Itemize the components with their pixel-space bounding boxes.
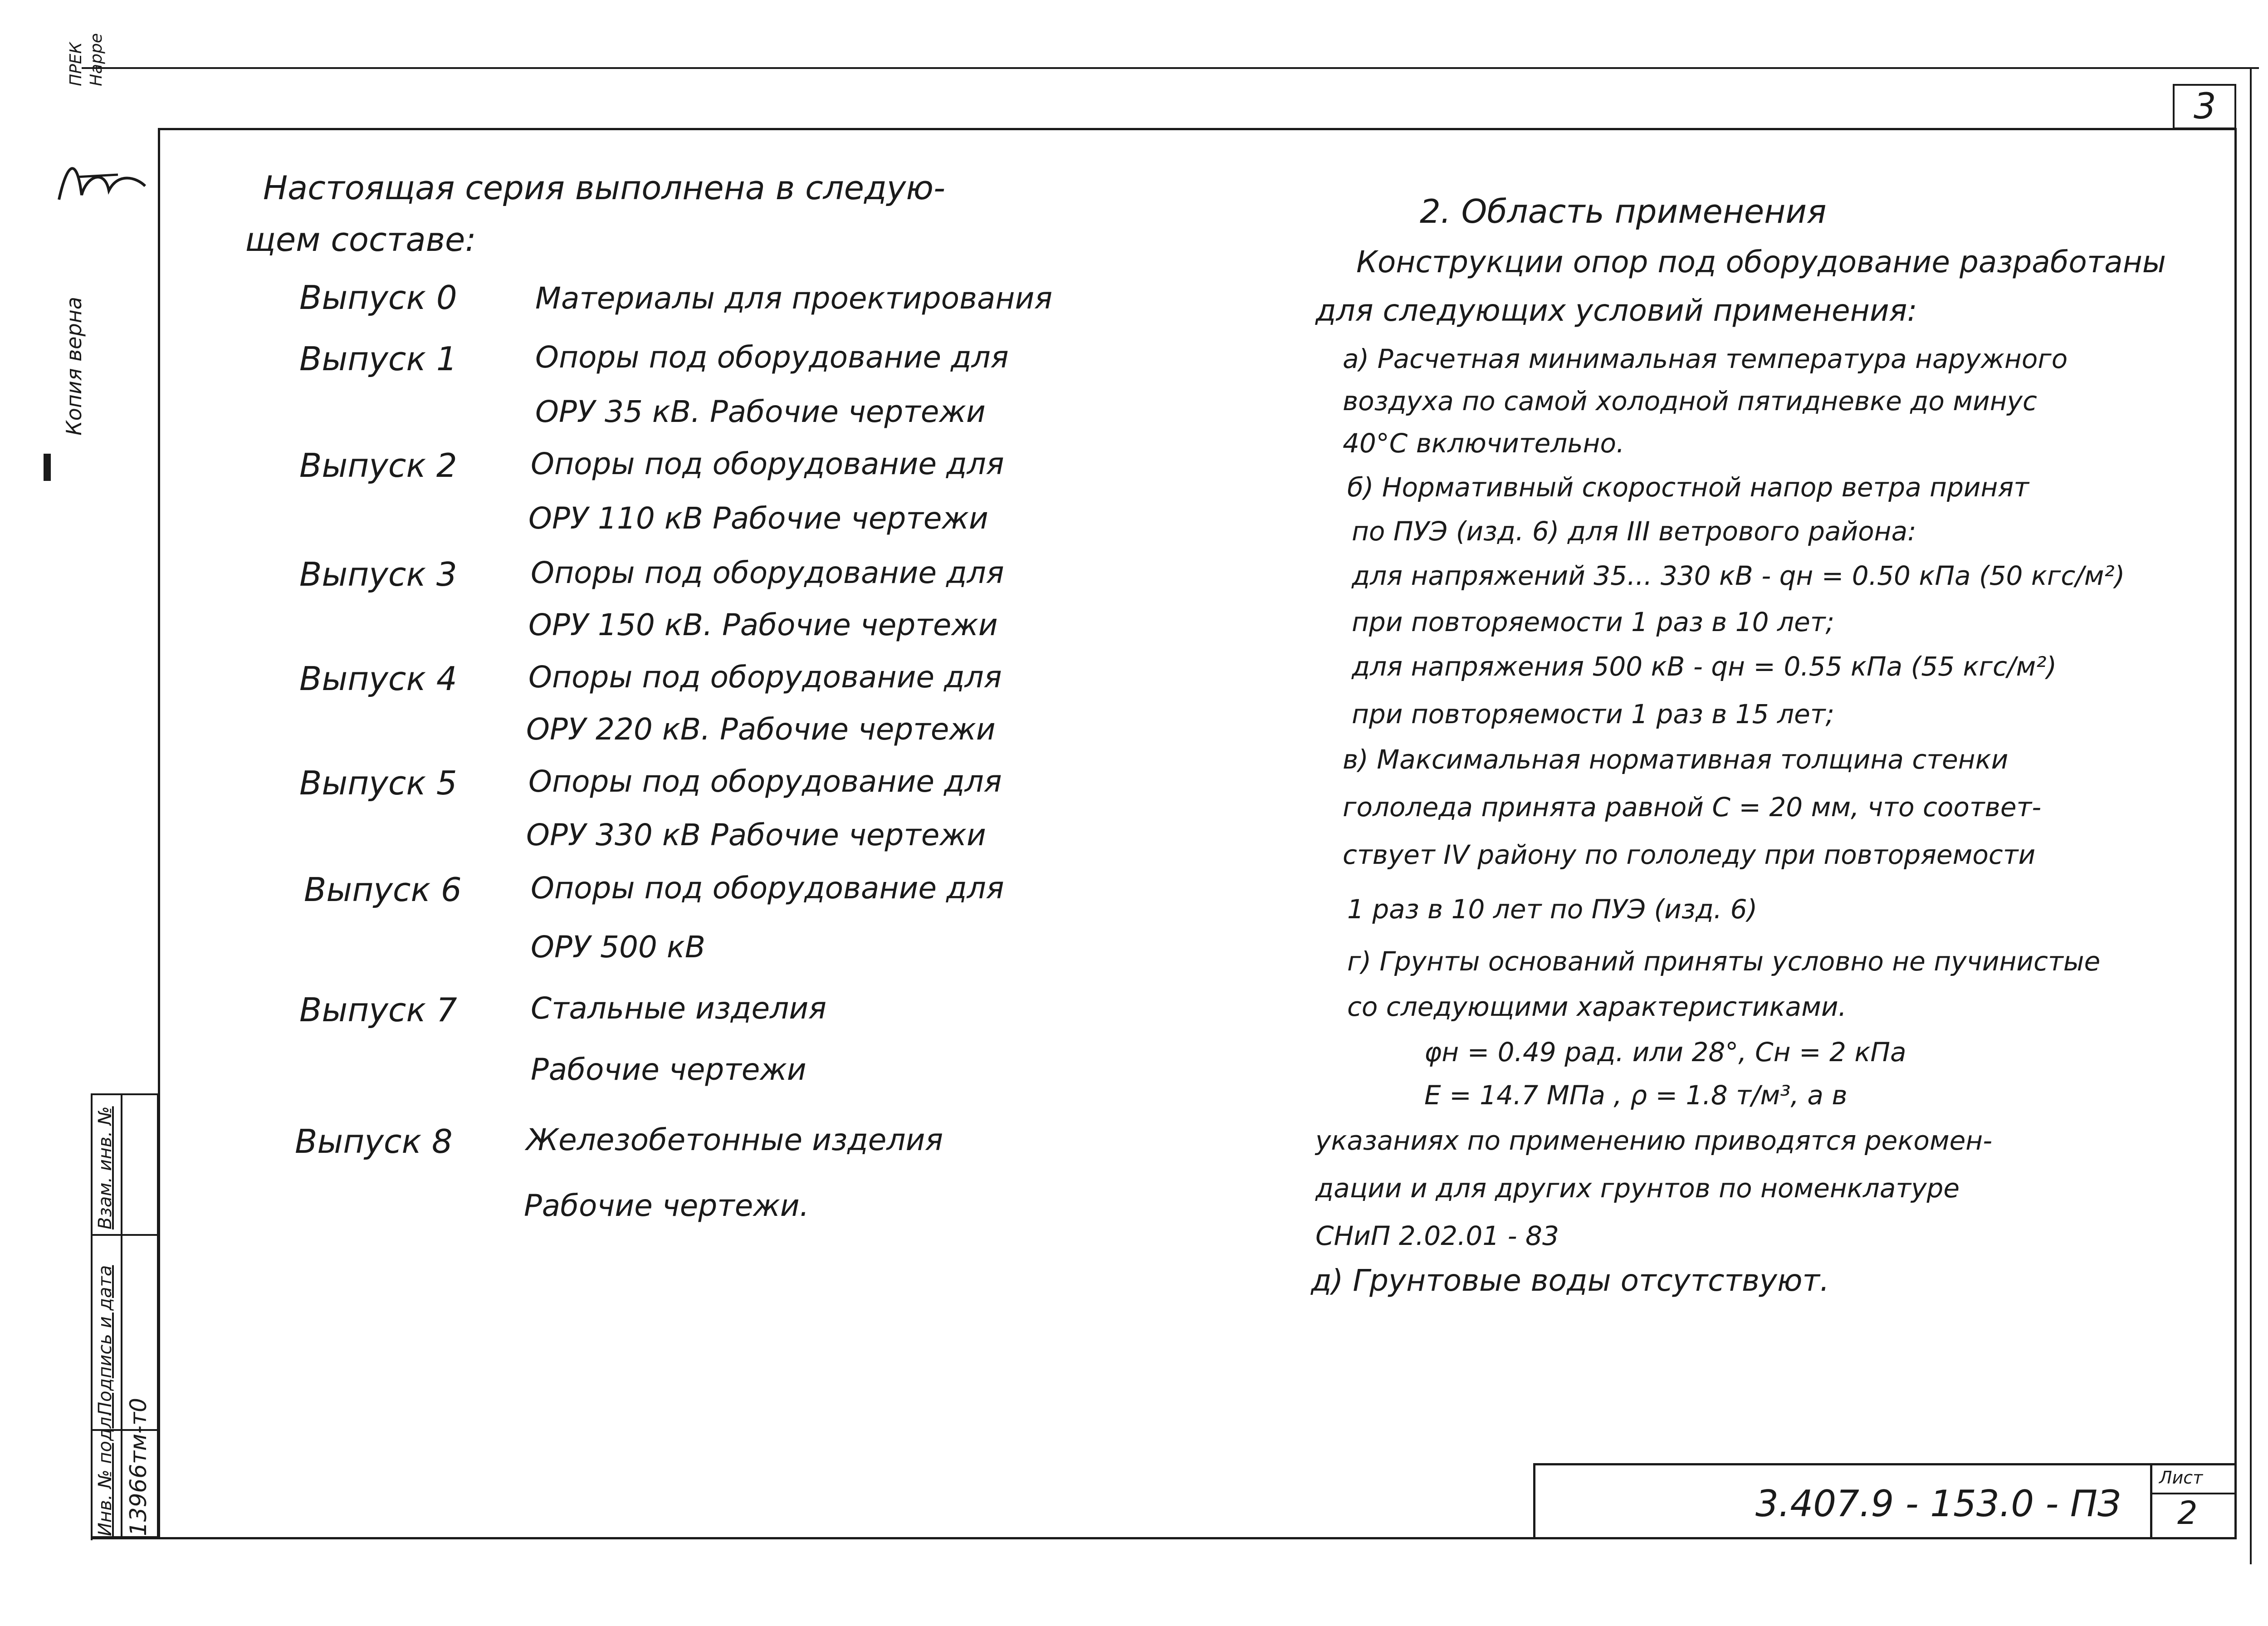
issue-0-line1: Материалы для проектирования: [535, 281, 1053, 316]
margin-top-note-1: ПРЕК: [67, 42, 85, 86]
signature-mark: [50, 150, 159, 213]
issue-7-line1: Стальные изделия: [531, 991, 826, 1026]
right-line-17: φн = 0.49 рад. или 28°, Сн = 2 кПа: [1424, 1037, 1906, 1068]
right-line-16: со следующими характеристиками.: [1347, 991, 1847, 1022]
right-line-1: для следующих условий применения:: [1315, 293, 1917, 328]
right-line-21: СНиП 2.02.01 - 83: [1315, 1220, 1559, 1251]
stamp-replace-label: Взам. инв. №: [95, 1106, 116, 1229]
title-block-top: [1533, 1463, 2236, 1465]
issue-6-line2: ОРУ 500 кВ: [531, 930, 706, 965]
frame-top: [158, 128, 2237, 130]
issue-3-line2: ОРУ 150 кВ. Рабочие чертежи: [528, 607, 998, 642]
right-line-14: 1 раз в 10 лет по ПУЭ (изд. 6): [1347, 894, 1758, 925]
frame-right: [2234, 128, 2237, 1539]
issue-8-label: Выпуск 8: [295, 1122, 453, 1161]
frame-right-outer: [2250, 67, 2252, 1564]
right-line-19: указаниях по применению приводятся рекомен-: [1315, 1125, 1993, 1156]
sheet-number: 2: [2177, 1494, 2198, 1532]
right-line-12: гололеда принята равной С = 20 мм, что соответ-: [1343, 792, 2042, 823]
issue-5-line2: ОРУ 330 кВ Рабочие чертежи: [526, 818, 986, 852]
stamp-inv-number: 13966тм-т0: [125, 1398, 152, 1536]
stamp-inv-label: Инв. № подл.: [95, 1411, 116, 1536]
right-line-8: при повторяемости 1 раз в 10 лет;: [1352, 607, 1835, 637]
right-line-10: при повторяемости 1 раз в 15 лет;: [1352, 699, 1835, 730]
right-line-0: Конструкции опор под оборудование разработаны: [1356, 245, 2166, 279]
sheet-label: Лист: [2159, 1468, 2203, 1488]
right-line-6: по ПУЭ (изд. 6) для III ветрового района:: [1352, 516, 1916, 547]
copy-note: Копия верна: [62, 297, 86, 436]
intro-line-1: Настоящая серия выполнена в следую-: [263, 169, 945, 207]
right-line-9: для напряжения 500 кВ - qн = 0.55 кПа (55 кгс/м²): [1352, 651, 2057, 682]
title-block-left: [1533, 1463, 1535, 1538]
right-line-2: а) Расчетная минимальная температура наружного: [1343, 343, 2068, 374]
right-line-7: для напряжений 35... 330 кВ - qн = 0.50 кПа (50 кгс/м²): [1352, 560, 2125, 591]
issue-8-line2: Рабочие чертежи.: [524, 1188, 809, 1223]
issue-7-line2: Рабочие чертежи: [531, 1052, 807, 1087]
right-line-5: б) Нормативный скоростной напор ветра принят: [1347, 472, 2029, 503]
right-line-3: воздуха по самой холодной пятидневке до минус: [1343, 386, 2037, 416]
right-line-15: г) Грунты оснований приняты условно не пучинистые: [1347, 946, 2101, 977]
right-line-13: ствует IV району по гололеду при повторяемости: [1343, 839, 2036, 870]
right-line-4: 40°С включительно.: [1343, 428, 1625, 459]
issue-7-label: Выпуск 7: [299, 991, 457, 1029]
document-designation: 3.407.9 - 153.0 - ПЗ: [1755, 1483, 2121, 1525]
right-line-11: в) Максимальная нормативная толщина стенки: [1343, 744, 2009, 775]
issue-1-line1: Опоры под оборудование для: [535, 340, 1009, 375]
issue-8-line1: Железобетонные изделия: [526, 1122, 943, 1157]
intro-line-2: щем составе:: [245, 220, 476, 259]
issue-4-line1: Опоры под оборудование для: [528, 660, 1002, 695]
frame-top-outer: [82, 67, 2259, 69]
issue-5-line1: Опоры под оборудование для: [528, 764, 1002, 799]
issue-6-label: Выпуск 6: [304, 871, 462, 909]
sheet-number-top: 3: [2194, 86, 2216, 127]
section-heading: 2. Область применения: [1420, 192, 1827, 230]
right-line-18: Е = 14.7 МПа , ρ = 1.8 т/м³, а в: [1424, 1080, 1848, 1111]
issue-3-line1: Опоры под оборудование для: [531, 555, 1004, 590]
issue-3-label: Выпуск 3: [299, 555, 457, 593]
issue-1-label: Выпуск 1: [299, 340, 457, 378]
issue-0-label: Выпуск 0: [299, 279, 457, 317]
margin-top-note-2: Нарре: [87, 33, 106, 86]
issue-1-line2: ОРУ 35 кВ. Рабочие чертежи: [535, 394, 986, 429]
margin-mark: [44, 454, 51, 481]
stamp-divider: [121, 1093, 122, 1538]
right-line-20: дации и для других грунтов по номенклатуре: [1315, 1173, 1960, 1204]
issue-4-line2: ОРУ 220 кВ. Рабочие чертежи: [526, 712, 996, 747]
frame-bottom: [91, 1537, 2237, 1539]
stamp-sign-label: Подпись и дата: [95, 1265, 116, 1415]
issue-2-line1: Опоры под оборудование для: [531, 446, 1004, 481]
issue-6-line1: Опоры под оборудование для: [531, 871, 1004, 906]
right-line-22: д) Грунтовые воды отсутствуют.: [1311, 1263, 1829, 1298]
issue-2-label: Выпуск 2: [299, 446, 457, 485]
issue-4-label: Выпуск 4: [299, 660, 457, 698]
issue-2-line2: ОРУ 110 кВ Рабочие чертежи: [528, 501, 988, 536]
title-block-divider: [2150, 1463, 2152, 1538]
issue-5-label: Выпуск 5: [299, 764, 457, 802]
